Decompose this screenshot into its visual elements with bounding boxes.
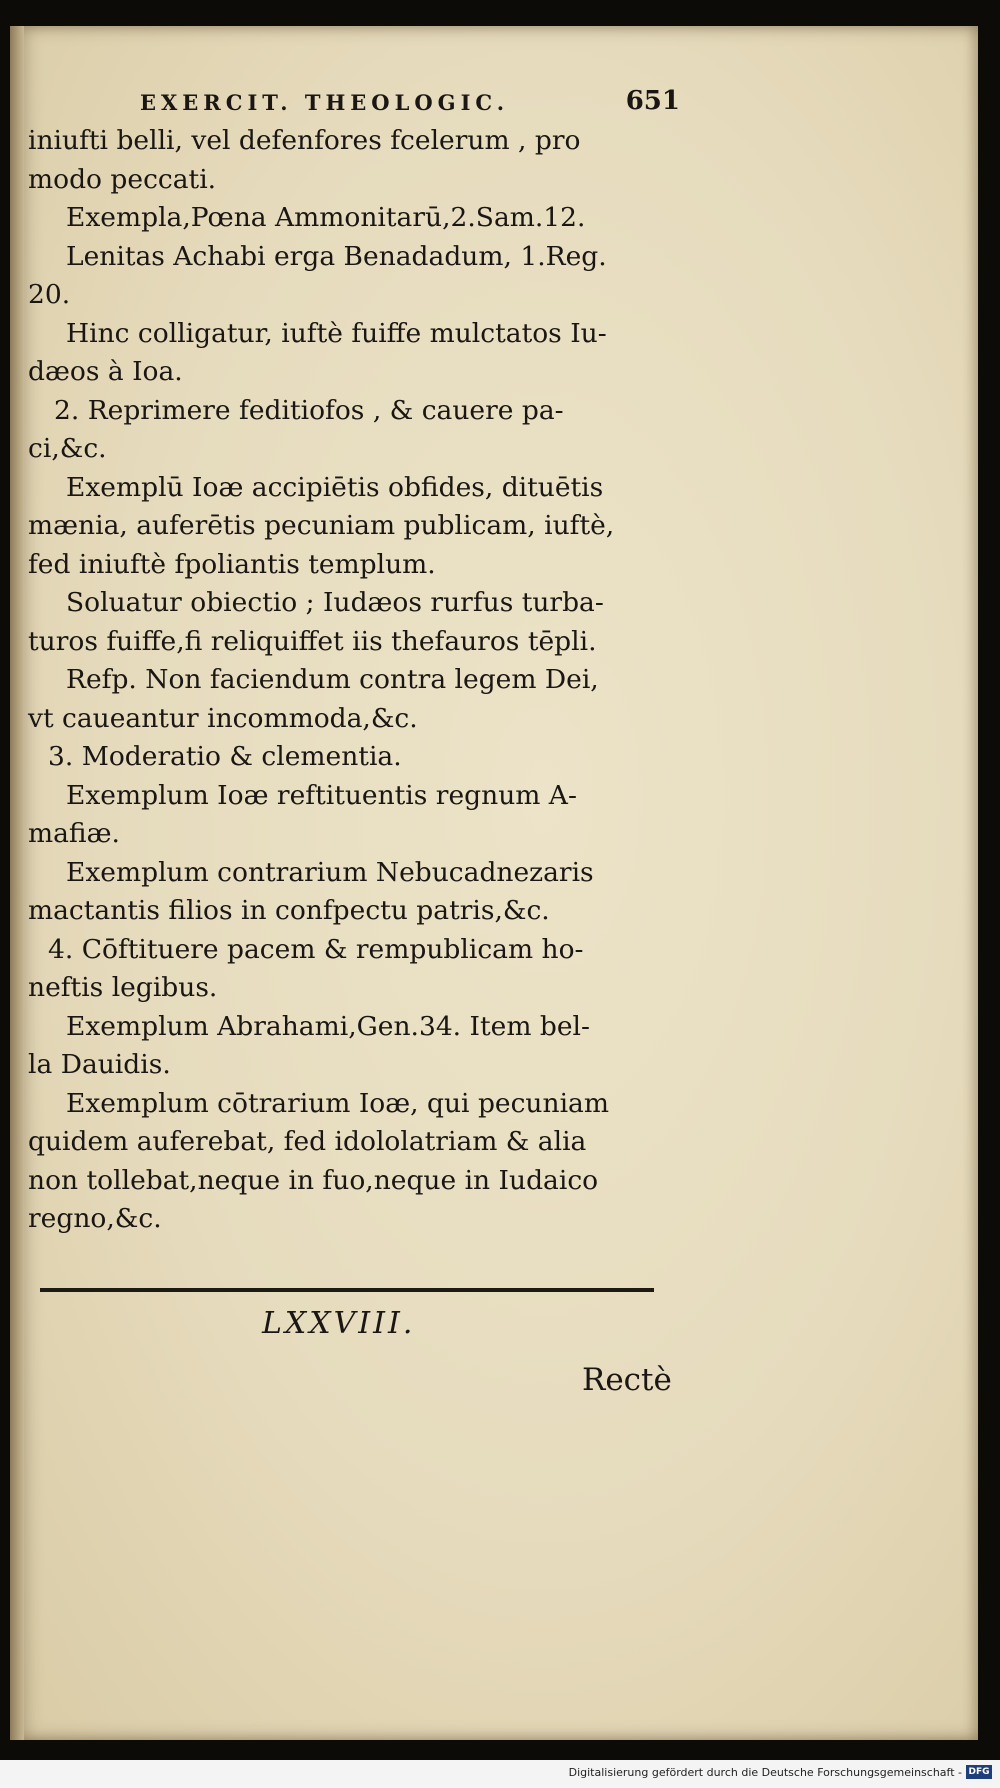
text-line: Hinc colligatur, iuftè fuiffe mulctatos Iu- (66, 317, 607, 349)
page-gutter-edge (10, 26, 24, 1740)
dfg-logo-icon: DFG (966, 1765, 992, 1779)
text-line: mænia, auferētis pecuniam publicam, iuftè, (28, 510, 615, 541)
text-line: Lenitas Achabi erga Benadadum, 1.Reg. (66, 240, 607, 272)
section-divider-rule (40, 1288, 654, 1292)
text-line: turos fuiffe,fi reliquiffet iis thefauros tēpli. (28, 625, 597, 657)
footer-bar (0, 1760, 1000, 1788)
text-line: iniufti belli, vel defenfores fcelerum , pro (28, 125, 581, 156)
text-line: vt caueantur incommoda,&c. (28, 702, 418, 734)
text-line: neftis legibus. (28, 972, 218, 1003)
page-number: 651 (625, 86, 680, 116)
text-line: 20. (28, 279, 71, 310)
text-line: Exemplum cōtrarium Ioæ, qui pecuniam (66, 1087, 609, 1119)
text-line: Exemplum contrarium Nebucadnezaris (66, 856, 594, 888)
text-line: 4. Cōftituere pacem & rempublicam ho- (48, 933, 584, 965)
page-header (140, 86, 680, 120)
text-line: 2. Reprimere feditiofos , & cauere pa- (54, 394, 564, 426)
text-line: Exemplum Abrahami,Gen.34. Item bel- (66, 1010, 590, 1042)
text-line: Exemplum Ioæ reftituentis regnum A- (66, 779, 577, 811)
text-line: 3. Moderatio & clementia. (48, 741, 402, 772)
text-line: ci,&c. (28, 433, 107, 464)
text-line: mafiæ. (28, 818, 120, 849)
catchword: Rectè (582, 1362, 672, 1398)
section-number: LXXVIII. (262, 1306, 416, 1341)
running-title: EXERCIT. THEOLOGIC. (140, 90, 510, 115)
text-line: modo peccati. (28, 163, 217, 195)
text-line: mactantis filios in confpectu patris,&c. (28, 895, 550, 926)
text-line: non tollebat,neque in fuo,neque in Iudaico (28, 1164, 599, 1196)
text-line: dæos à Ioa. (28, 356, 183, 387)
body-text (28, 122, 668, 1239)
text-line: quidem auferebat, fed idololatriam & alia (28, 1126, 587, 1157)
text-line: Exemplū Ioæ accipiētis obfides, dituētis (66, 471, 604, 503)
text-line: regno,&c. (28, 1203, 162, 1234)
text-line: Soluatur obiectio ; Iudæos rurfus turba- (66, 587, 604, 618)
text-line: fed iniuftè fpoliantis templum. (28, 548, 436, 580)
funding-credit: Digitalisierung gefördert durch die Deutsche Forschungsgemeinschaft - (568, 1766, 962, 1779)
text-line: Exempla,Pœna Ammonitarū,2.Sam.12. (66, 202, 586, 233)
text-line: la Dauidis. (28, 1049, 171, 1080)
text-line: Refp. Non faciendum contra legem Dei, (66, 664, 599, 695)
